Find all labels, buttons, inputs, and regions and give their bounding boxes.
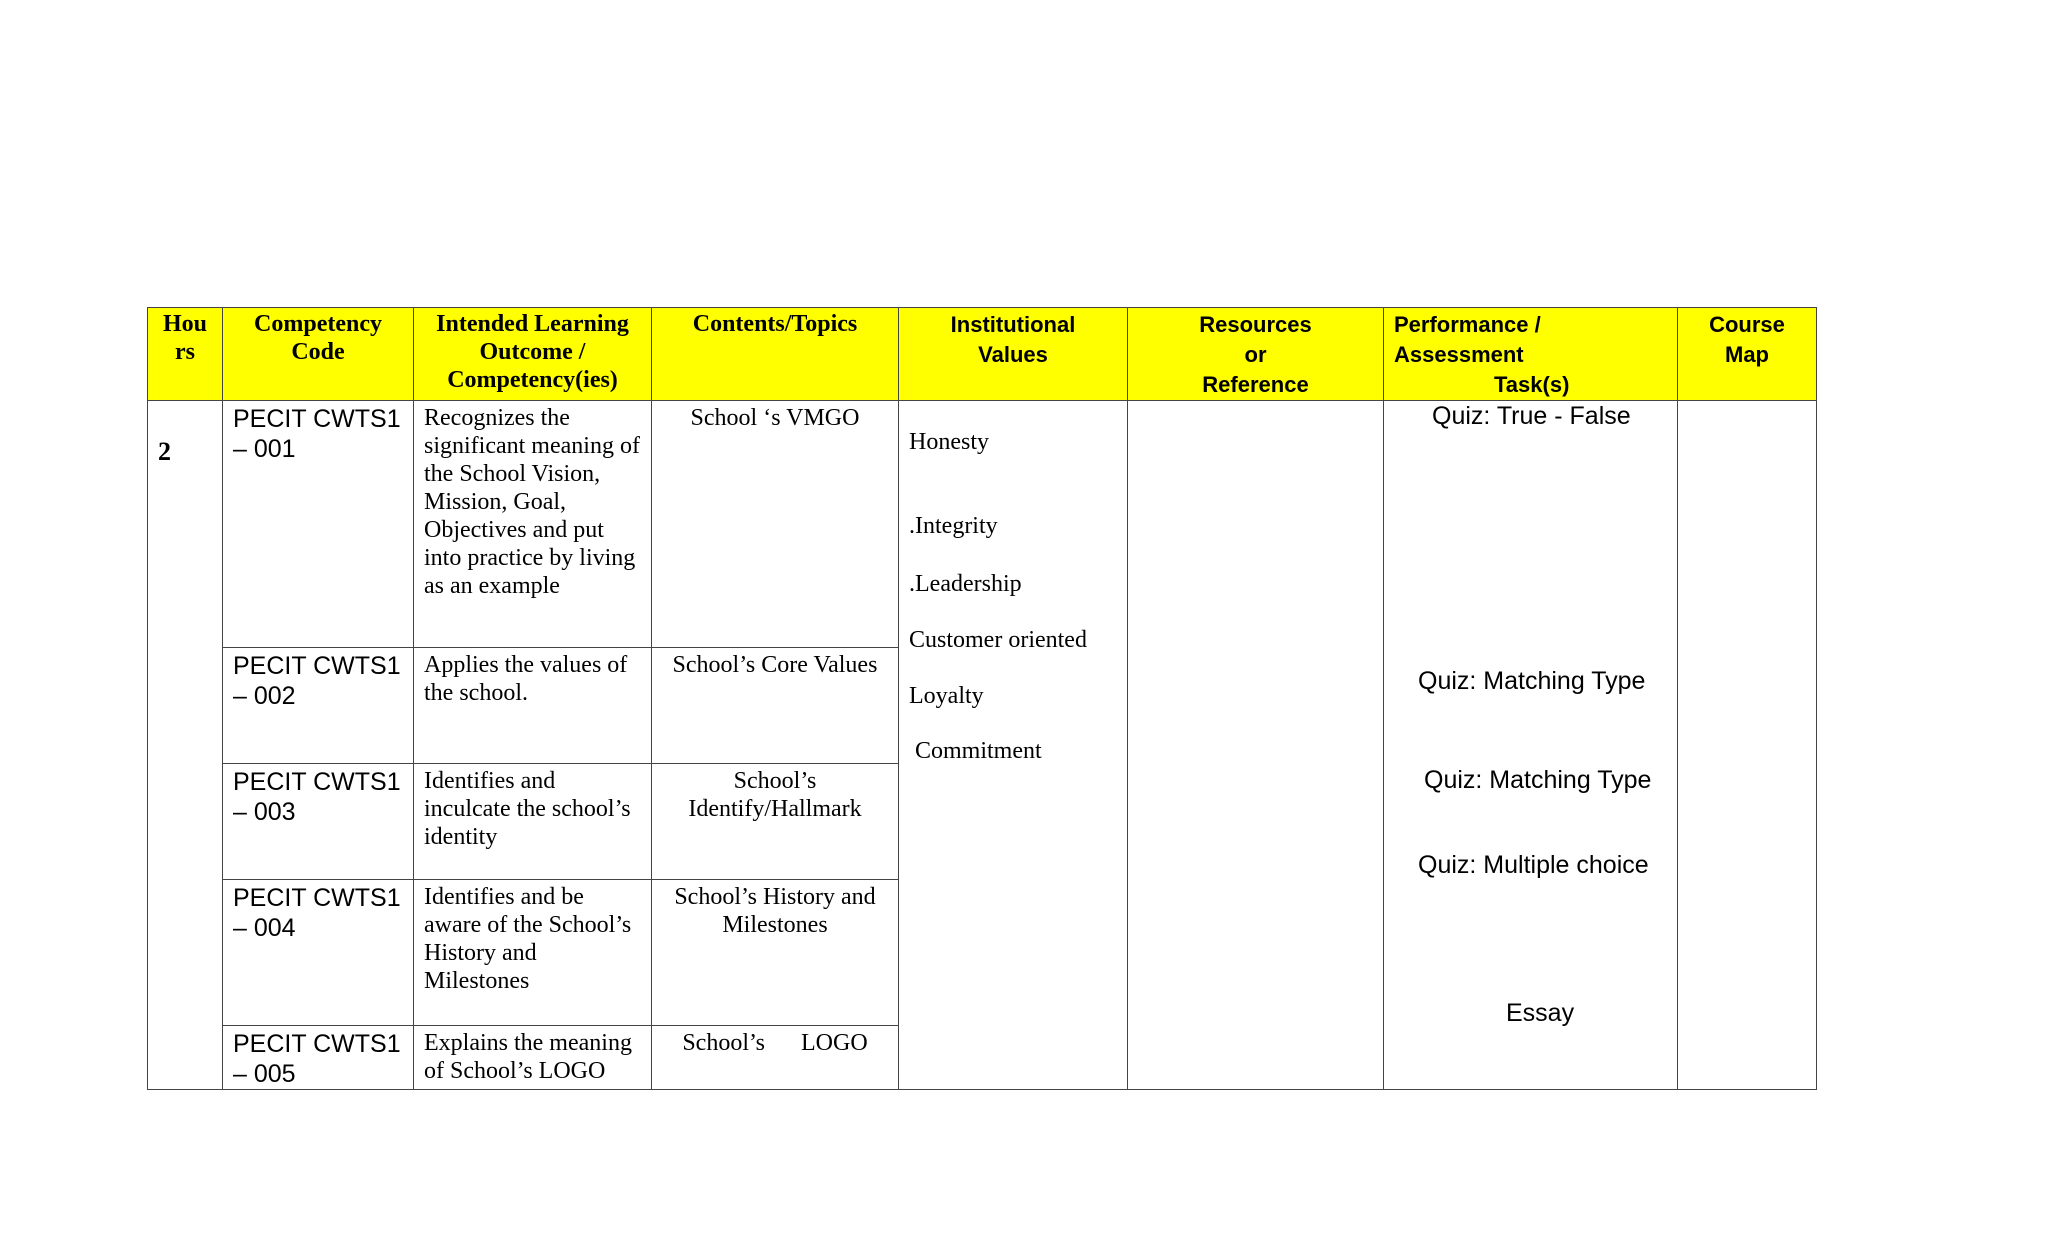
topic-cell: School’s History and Milestones xyxy=(652,880,899,1026)
assessment-task: Essay xyxy=(1506,999,1575,1027)
header-course-map: Course Map xyxy=(1678,308,1817,401)
assessment-task: Quiz: Multiple choice xyxy=(1418,851,1649,879)
topic-cell: School’s Identify/Hallmark xyxy=(652,764,899,880)
header-competency-code: Competency Code xyxy=(223,308,414,401)
ilo-cell: Applies the values of the school. xyxy=(414,648,652,764)
value-item: .Leadership xyxy=(909,571,1022,597)
ilo-cell: Identifies and be aware of the School’s History and Milestones xyxy=(414,880,652,1026)
assessment-task: Quiz: Matching Type xyxy=(1418,667,1646,695)
header-institutional-values: Institutional Values xyxy=(899,308,1128,401)
value-item: .Integrity xyxy=(909,513,998,539)
header-resources: Resources or Reference xyxy=(1128,308,1384,401)
header-ilo: Intended Learning Outcome / Competency(ies) xyxy=(414,308,652,401)
course-map-cell xyxy=(1678,401,1817,1090)
header-contents: Contents/Topics xyxy=(652,308,899,401)
ilo-cell: Explains the meaning of School’s LOGO xyxy=(414,1026,652,1090)
hours-cell: 2 xyxy=(148,401,223,1090)
competency-code-cell: PECIT CWTS1 – 004 xyxy=(223,880,414,1026)
assessment-task: Quiz: True - False xyxy=(1432,402,1631,430)
syllabus-table xyxy=(147,307,1817,1090)
table-header-row xyxy=(148,308,1817,401)
competency-code-cell: PECIT CWTS1 – 001 xyxy=(223,401,414,648)
table-row xyxy=(148,401,1817,648)
header-performance-assessment: Performance / Assessment Task(s) xyxy=(1384,308,1678,401)
assessment-cell xyxy=(1384,401,1678,1090)
institutional-values-cell xyxy=(899,401,1128,1090)
value-item: Loyalty xyxy=(909,683,984,709)
competency-code-cell: PECIT CWTS1 – 003 xyxy=(223,764,414,880)
value-item: Honesty xyxy=(909,429,989,455)
resources-cell xyxy=(1128,401,1384,1090)
assessment-task: Quiz: Matching Type xyxy=(1424,766,1652,794)
competency-code-cell: PECIT CWTS1 – 005 xyxy=(223,1026,414,1090)
ilo-cell: Recognizes the significant meaning of the School Vision, Mission, Goal, Objectives and put into practice by living as an example xyxy=(414,401,652,648)
topic-cell: School’s Core Values xyxy=(652,648,899,764)
ilo-cell: Identifies and inculcate the school’s identity xyxy=(414,764,652,880)
value-item: Commitment xyxy=(909,738,1042,764)
competency-code-cell: PECIT CWTS1 – 002 xyxy=(223,648,414,764)
topic-cell: School ‘s VMGO xyxy=(652,401,899,648)
topic-cell: School’s LOGO xyxy=(652,1026,899,1090)
value-item: Customer oriented xyxy=(909,627,1087,653)
header-hours: Hou rs xyxy=(148,308,223,401)
